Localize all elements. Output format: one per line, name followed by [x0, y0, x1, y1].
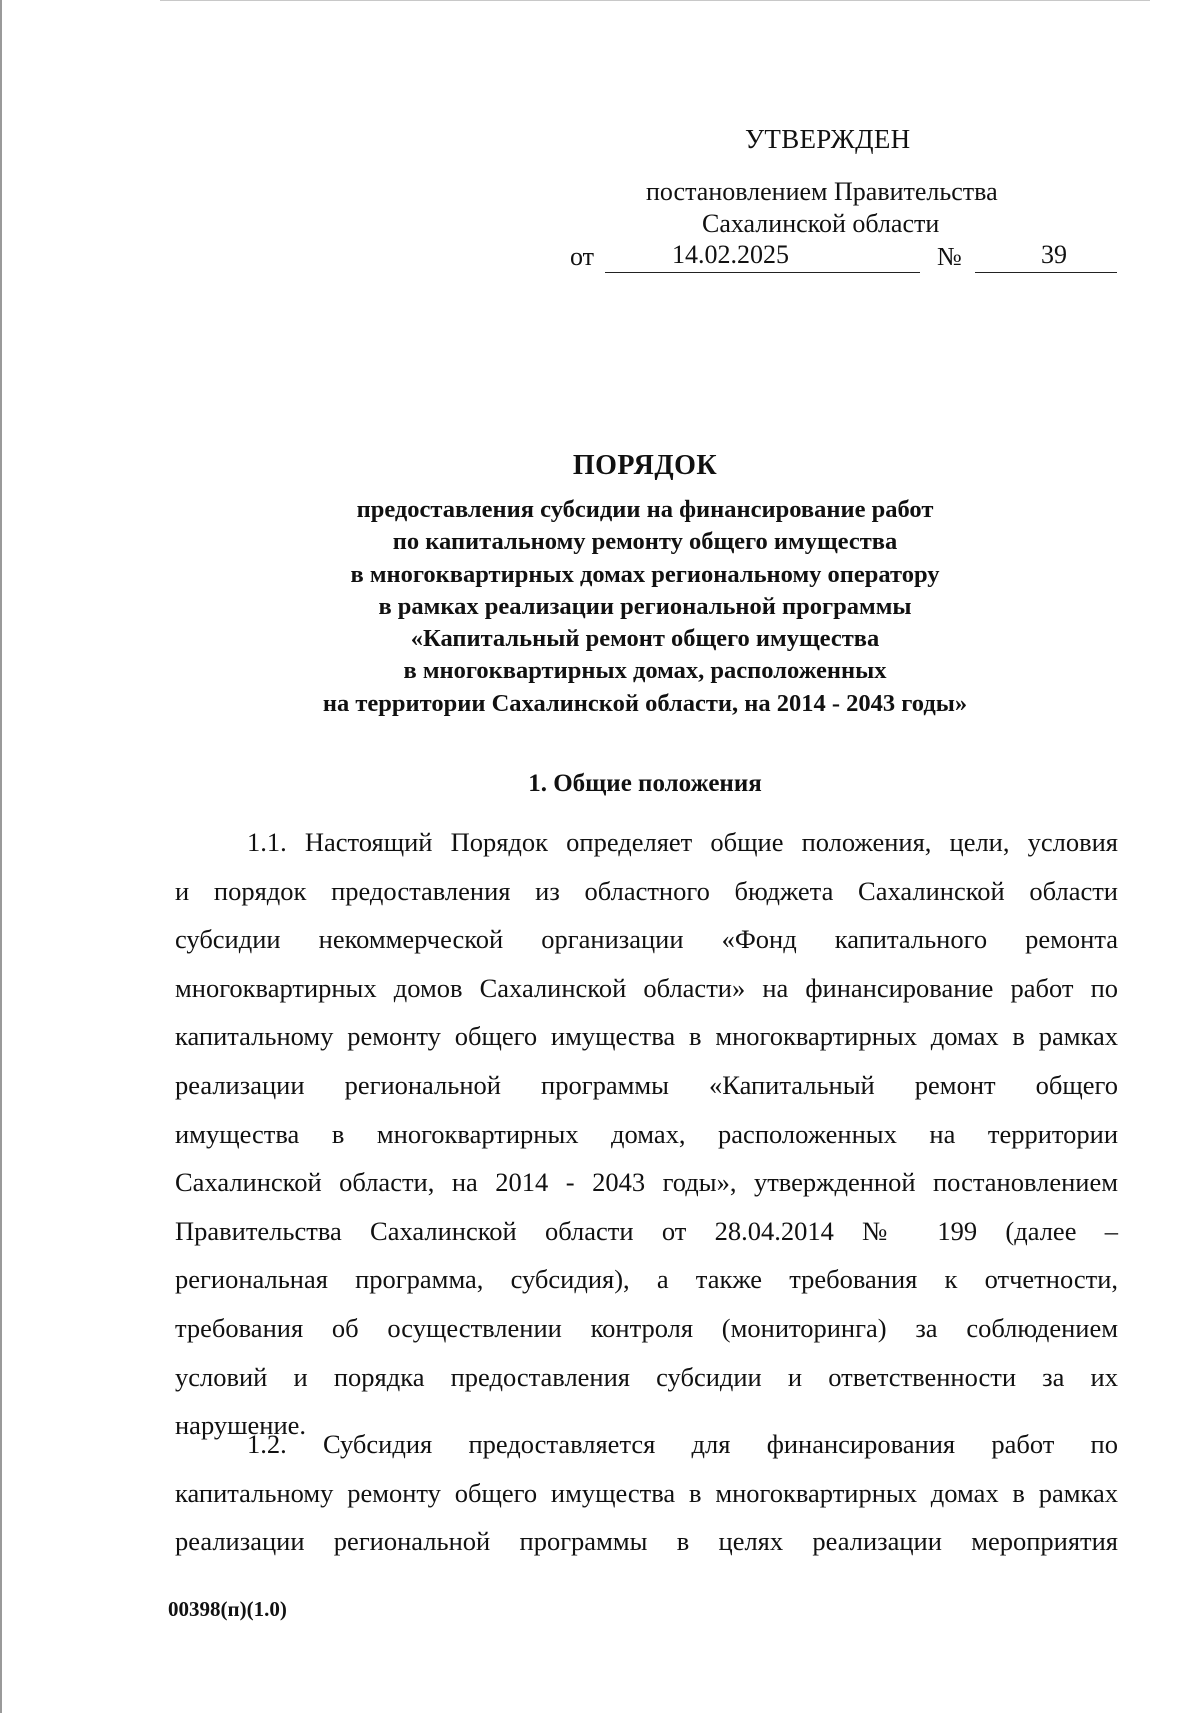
- paragraph-line: капитальному ремонту общего имущества в многоквартирных домах в рамках: [175, 1477, 1118, 1508]
- paragraph-line: условий и порядка предоставления субсидии и ответственности за их: [175, 1361, 1118, 1392]
- approval-line-1: постановлением Правительства: [646, 177, 998, 206]
- paragraph-line: реализации региональной программы «Капитальный ремонт общего: [175, 1069, 1118, 1100]
- paragraph-line: многоквартирных домов Сахалинской области» на финансирование работ по: [175, 972, 1118, 1003]
- approval-date: 14.02.2025: [672, 240, 789, 269]
- subtitle-line: в многоквартирных домах, расположенных: [403, 657, 887, 685]
- subtitle-line: предоставления субсидии на финансирование работ: [356, 496, 934, 523]
- approval-number: 39: [1041, 240, 1067, 269]
- from-label: от: [570, 242, 595, 271]
- number-label: №: [937, 242, 962, 271]
- approval-line-2: Сахалинской области: [702, 209, 940, 238]
- paragraph-1-1: [175, 818, 1118, 1450]
- document-heading: ПОРЯДОК: [572, 450, 718, 481]
- number-field: [975, 240, 1117, 273]
- paragraph-line: имущества в многоквартирных домах, расположенных на территории: [175, 1118, 1118, 1149]
- approval-title: УТВЕРЖДЕН: [745, 124, 911, 154]
- approval-date-row: [570, 240, 1130, 274]
- subtitle-line: в рамках реализации региональной программы: [378, 592, 912, 620]
- subtitle-line: «Капитальный ремонт общего имущества: [410, 625, 880, 653]
- paragraph-line: региональная программа, субсидия), а также требования к отчетности,: [175, 1264, 1118, 1295]
- subtitle-line: в многоквартирных домах региональному оператору: [350, 560, 940, 588]
- paragraph-line: 1.2. Субсидия предоставляется для финансирования работ по: [247, 1429, 1118, 1459]
- paragraph-line: и порядок предоставления из областного бюджета Сахалинской области: [175, 875, 1118, 906]
- paragraph-line: требования об осуществлении контроля (мониторинга) за соблюдением: [175, 1312, 1118, 1343]
- paragraph-line: реализации региональной программы в целях реализации мероприятия: [175, 1526, 1118, 1557]
- scan-edge-line: [0, 0, 2, 1713]
- paragraph-line: субсидии некоммерческой организации «Фонд капитального ремонта: [175, 924, 1118, 955]
- paragraph-line: капитальному ремонту общего имущества в многоквартирных домах в рамках: [175, 1021, 1118, 1052]
- date-field: [605, 240, 920, 273]
- paragraph-line: Сахалинской области, на 2014 - 2043 годы», утвержденной постановлением: [175, 1167, 1118, 1198]
- subtitle-line: на территории Сахалинской области, на 2014 - 2043 годы»: [322, 689, 968, 717]
- paragraph-line: 1.1. Настоящий Порядок определяет общие положения, цели, условия: [247, 827, 1118, 857]
- subtitle-line: по капитальному ремонту общего имущества: [392, 528, 898, 556]
- paragraph-line: Правительства Сахалинской области от 28.04.2014 № 199 (далее –: [175, 1215, 1118, 1246]
- section-heading: 1. Общие положения: [528, 770, 762, 797]
- document-subtitle: [0, 494, 1200, 720]
- paragraph-line: нарушение.: [175, 1410, 307, 1441]
- paragraph-1-2: [175, 1420, 1118, 1566]
- scan-top-line: [160, 0, 1150, 1]
- document-code: 00398(п)(1.0): [168, 1597, 287, 1621]
